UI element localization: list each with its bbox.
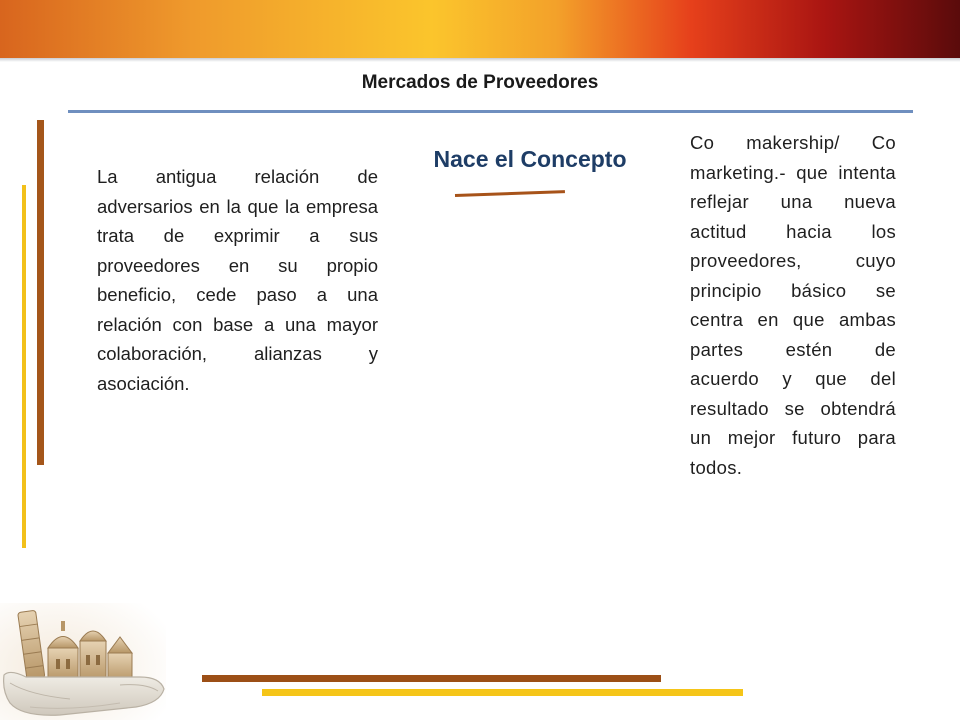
banner-shadow-edge [0, 58, 960, 62]
top-gradient-banner [0, 0, 960, 58]
hand-holding-landmarks-icon [0, 603, 166, 720]
bottom-yellow-bar [262, 689, 743, 696]
center-title-underline [455, 190, 565, 197]
right-paragraph: Co makership/ Co marketing.- que intenta reflejar una nueva actitud hacia los proveedores, cuyo principio básico se centra en que ambas partes estén de acuerdo y que del resultado se obtendrá un mejor futuro para todos. [690, 132, 896, 478]
left-paragraph: La antigua relación de adversarios en la que la empresa trata de exprimir a sus proveedores en su propio beneficio, cede paso a una relación con base a una mayor colaboración, alianzas y asociación. [97, 166, 378, 394]
left-vertical-yellow-bar [22, 185, 26, 548]
center-title: Nace el Concepto [433, 146, 627, 172]
bottom-brown-bar [202, 675, 661, 682]
header-divider-line [68, 110, 913, 113]
slide-header-title: Mercados de Proveedores [361, 72, 599, 93]
left-vertical-brown-bar [37, 120, 44, 465]
